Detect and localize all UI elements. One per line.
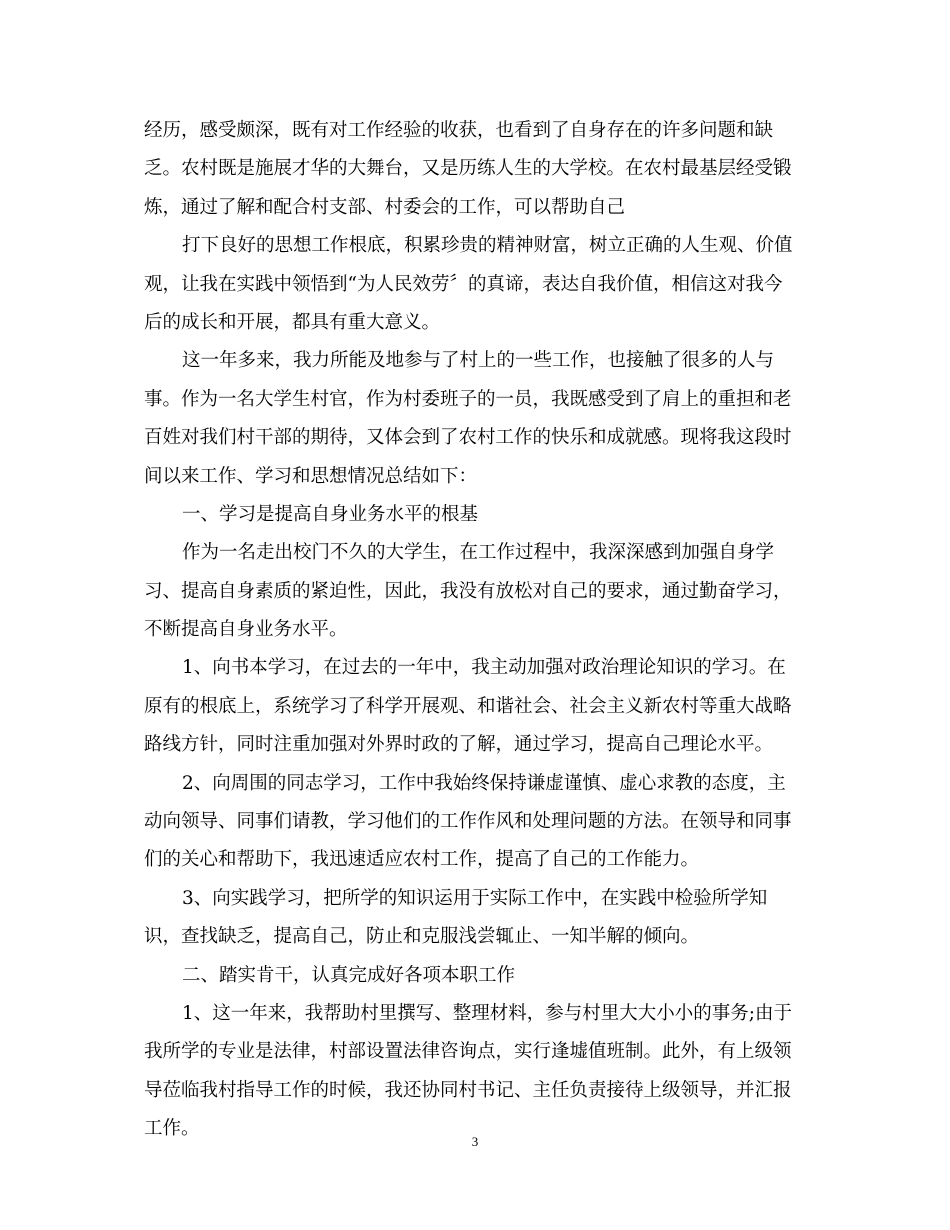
text-line: 动向领导、同事们请教，学习他们的工作作风和处理问题的方法。在领导和同事 <box>144 811 792 833</box>
text-line: 后的成长和开展，都具有重大意义。 <box>144 311 441 333</box>
text-line: 乏。农村既是施展才华的大舞台，又是历练人生的大学校。在农村最基层经受锻 <box>144 158 792 180</box>
text-line: 习、提高自身素质的紧迫性，因此，我没有放松对自己的要求，通过勤奋学习， <box>144 580 792 602</box>
paragraph-start-line: 3、向实践学习，把所学的知识运用于实际工作中，在实践中检验所学知 <box>182 887 768 909</box>
text-line: 事。作为一名大学生村官，作为村委班子的一员，我既感受到了肩上的重担和老 <box>144 388 792 410</box>
text-line: 不断提高自身业务水平。 <box>144 619 348 641</box>
text-line: 们的关心和帮助下，我迅速适应农村工作，提高了自己的工作能力。 <box>144 849 700 871</box>
text-line: 识，查找缺乏，提高自己，防止和克服浅尝辄止、一知半解的倾向。 <box>144 926 700 948</box>
section-heading: 一、学习是提高自身业务水平的根基 <box>182 503 479 525</box>
paragraph-start-line: 2、向周围的同志学习，工作中我始终保持谦虚谨慎、虚心求教的态度，主 <box>182 772 786 794</box>
text-line: 路线方针，同时注重加强对外界时政的了解，通过学习，提高自己理论水平。 <box>144 734 774 756</box>
body-text <box>144 112 808 1149</box>
paragraph-start-line: 1、这一年来，我帮助村里撰写、整理材料，参与村里大大小小的事务;由于 <box>182 1002 793 1024</box>
text-line: 观，让我在实践中领悟到“为人民效劳〞的真谛，表达自我价值，相信这对我今 <box>144 273 783 295</box>
page-number: 3 <box>471 1134 479 1149</box>
paragraph-start-line: 这一年多来，我力所能及地参与了村上的一些工作，也接触了很多的人与 <box>182 350 775 372</box>
text-line: 百姓对我们村干部的期待，又体会到了农村工作的快乐和成就感。现将我这段时 <box>144 427 792 449</box>
paragraph-start-line: 作为一名走出校门不久的大学生，在工作过程中，我深深感到加强自身学 <box>182 542 775 564</box>
paragraph-start-line: 打下良好的思想工作根底，积累珍贵的精神财富，树立正确的人生观、价值 <box>182 235 793 257</box>
text-line: 我所学的专业是法律，村部设置法律咨询点，实行逢墟值班制。此外，有上级领 <box>144 1041 792 1063</box>
section-heading: 二、踏实肯干，认真完成好各项本职工作 <box>182 964 516 986</box>
text-line: 间以来工作、学习和思想情况总结如下： <box>144 465 478 487</box>
text-line: 原有的根底上，系统学习了科学开展观、和谐社会、社会主义新农村等重大战略 <box>144 695 792 717</box>
text-line: 经历，感受颇深，既有对工作经验的收获，也看到了自身存在的许多问题和缺 <box>144 120 774 141</box>
text-line: 导莅临我村指导工作的时候，我还协同村书记、主任负责接待上级领导，并汇报 <box>144 1079 792 1101</box>
text-line: 工作。 <box>144 1118 200 1140</box>
text-line: 炼，通过了解和配合村支部、村委会的工作，可以帮助自己 <box>144 196 626 218</box>
paragraph-start-line: 1、向书本学习，在过去的一年中，我主动加强对政治理论知识的学习。在 <box>182 657 786 679</box>
